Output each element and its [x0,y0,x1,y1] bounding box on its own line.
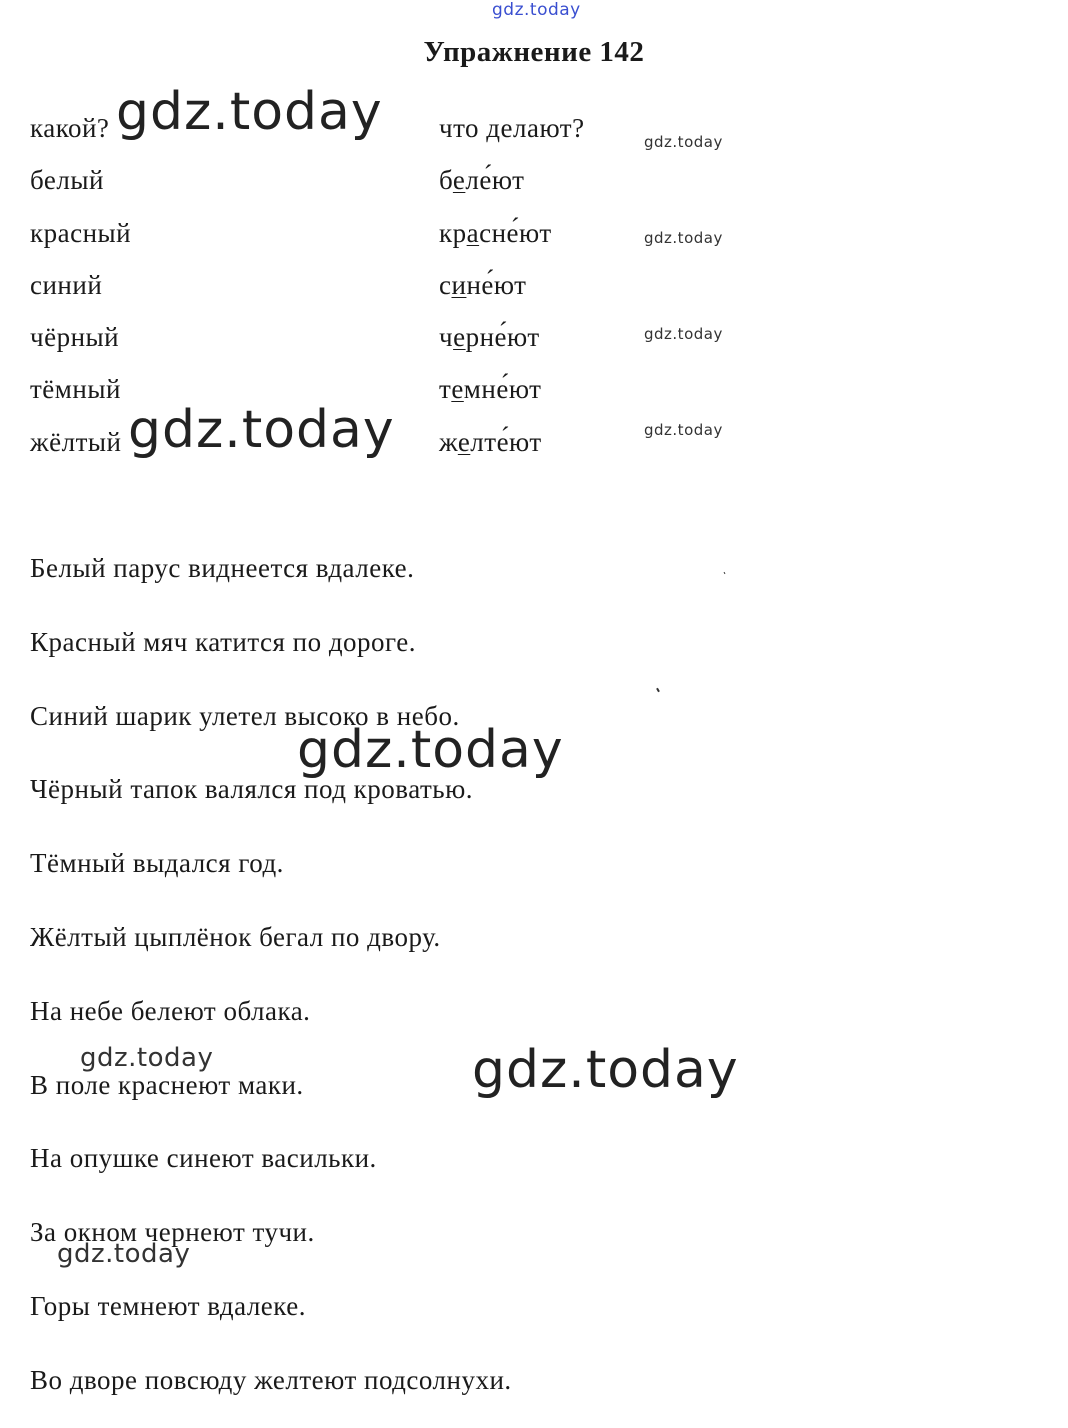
verb-column [439,102,585,468]
verb-item: желте́ют [439,426,542,457]
adjective-item: красный [30,217,132,248]
watermark-medium: gdz.today [57,1239,191,1269]
adjective-item: белый [30,165,104,196]
sentence: На опушке синеют васильки. [30,1143,377,1174]
sentence: Чёрный тапок валялся под кроватью. [30,774,474,805]
watermark-small: gdz.today [644,229,723,247]
watermark-large: gdz.today [472,1040,739,1100]
adjective-item: синий [30,269,103,300]
underlined-vowel: е [451,374,464,405]
column-header-verb: что делают? [439,113,585,143]
watermark-small: gdz.today [644,133,723,151]
sentence: Жёлтый цыплёнок бегал по двору. [30,921,441,952]
sentence: Синий шарик улетел высоко в небо. [30,700,460,731]
watermark-top: gdz.today [492,0,581,20]
watermark-small: gdz.today [644,325,723,343]
scan-speck [724,572,726,574]
verb-item: красне́ют [439,217,552,248]
sentence: Во дворе повсюду желтеют подсолнухи. [30,1364,512,1395]
verb-item: беле́ют [439,165,525,196]
underlined-vowel: и [451,269,467,300]
verb-item: черне́ют [439,322,540,353]
sentence: Горы темнеют вдалеке. [30,1290,306,1321]
page-title: Упражнение 142 [423,36,645,68]
scan-speck [656,688,660,692]
underlined-vowel: е [452,165,466,196]
watermark-small: gdz.today [644,421,723,439]
watermark-large: gdz.today [128,400,395,460]
watermark-medium: gdz.today [80,1043,214,1073]
adjective-column [30,102,131,468]
underlined-vowel: е [457,426,471,457]
adjective-item: тёмный [30,374,121,405]
sentence: На небе белеют облака. [30,995,311,1026]
sentence: В поле краснеют маки. [30,1069,304,1100]
adjective-item: чёрный [30,322,120,353]
sentence: Красный мяч катится по дороге. [30,626,417,657]
sentence-list [30,542,512,1428]
adjective-item: жёлтый [30,426,122,457]
sentence: За окном чернеют тучи. [30,1217,315,1248]
underlined-vowel: е [453,322,466,353]
sentence: Белый парус виднеется вдалеке. [30,553,415,583]
verb-item: сине́ют [439,269,527,300]
watermark-large: gdz.today [116,82,383,142]
watermark-large: gdz.today [297,720,564,780]
column-header-adjective: какой? [30,113,110,143]
verb-item: темне́ют [439,374,542,405]
sentence: Тёмный выдался год. [30,848,284,879]
underlined-vowel: а [466,217,480,248]
